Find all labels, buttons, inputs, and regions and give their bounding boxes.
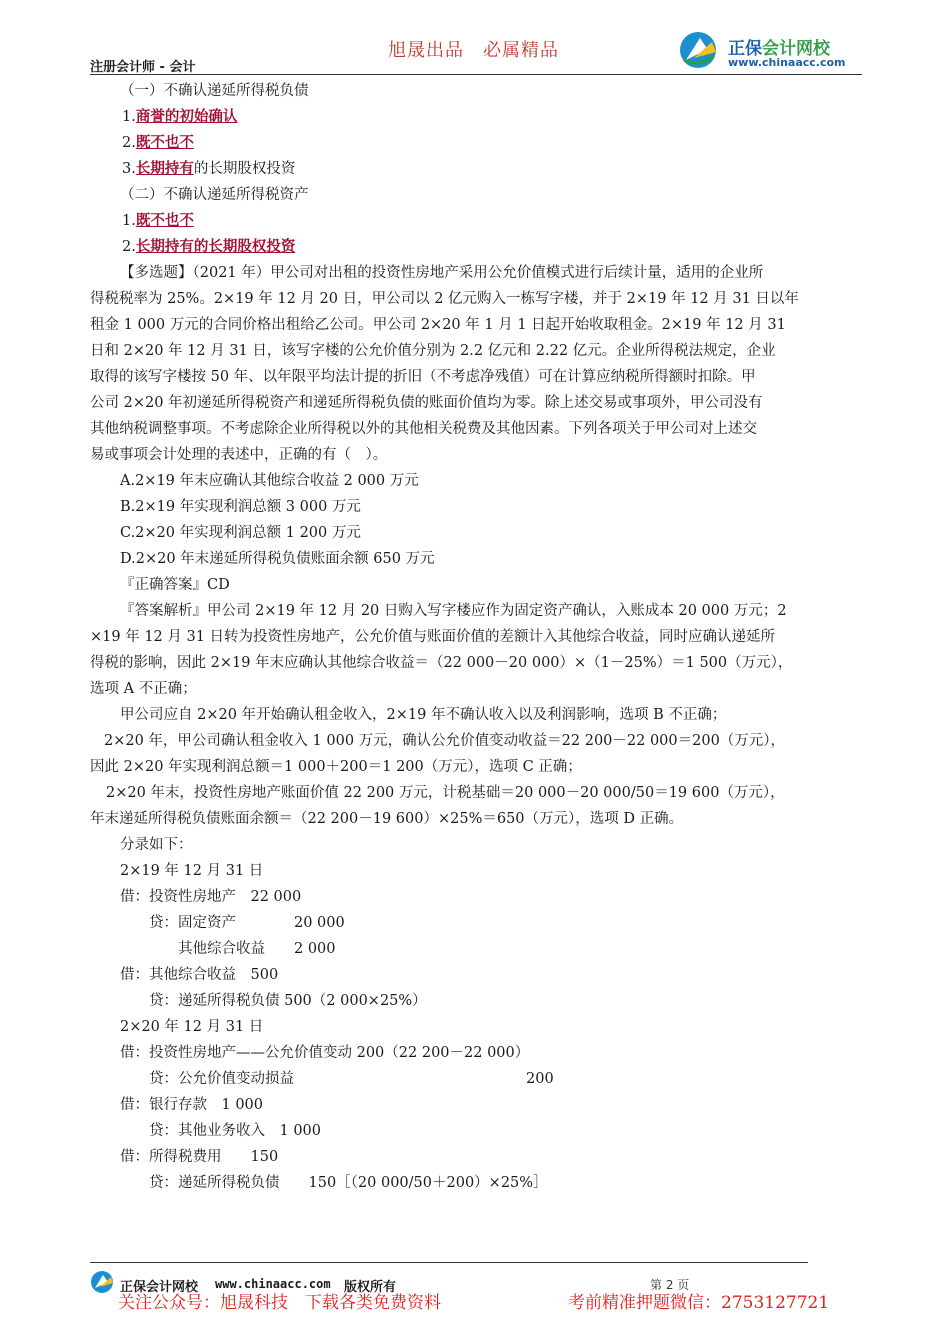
journal-entry: 贷：其他业务收入 1 000 — [120, 1123, 322, 1139]
header-divider — [90, 74, 862, 75]
text-line: 选项 A 不正确； — [90, 681, 197, 697]
text-line: 【多选题】（2021 年）甲公司对出租的投资性房地产采用公允价值模式进行后续计量，适用的企业所 — [120, 265, 764, 281]
analysis-paragraph: 2×20 年，甲公司确认租金收入 1 000 万元，确认公允价值变动收益＝22 200－22 000＝200（万元）， — [104, 733, 786, 749]
option-b: B.2×19 年实现利润总额 3 000 万元 — [120, 499, 361, 515]
journal-entry: 贷：递延所得税负债 150［（20 000/50＋200）×25%］ — [120, 1175, 548, 1191]
journal-entry: 借：投资性房地产 22 000 — [120, 889, 302, 905]
journal-entry: 借：其他综合收益 500 — [120, 967, 279, 983]
footer-logo-icon — [90, 1270, 116, 1294]
list-item: 2.长期持有的长期股权投资 — [122, 238, 296, 255]
journal-entry: 2×20 年 12 月 31 日 — [120, 1019, 264, 1035]
journal-entry: 贷：递延所得税负债 500（2 000×25%） — [120, 993, 427, 1009]
list-item: 1.既不也不 — [122, 212, 194, 229]
chinaacc-logo-icon — [678, 30, 722, 70]
text-line: 易或事项会计处理的表述中，正确的有（ ）。 — [90, 447, 388, 463]
text-line: 取得的该写字楼按 50 年、以年限平均法计提的折旧（不考虑净残值）可在计算应纳税所得额时扣除。甲 — [90, 369, 756, 385]
document-body — [90, 78, 865, 1196]
footer-divider — [90, 1262, 808, 1263]
text-line: 『答案解析』甲公司 2×19 年 12 月 20 日购入写字楼应作为固定资产确认，入账成本 20 000 万元；2 — [120, 603, 787, 619]
chinaacc-logo — [678, 28, 868, 74]
footer-url: www.chinaacc.com — [215, 1277, 331, 1291]
text-line: ×19 年 12 月 31 日转为投资性房地产，公允价值与账面价值的差额计入其他综合收益，同时应确认递延所 — [90, 629, 776, 645]
answer-analysis — [90, 598, 865, 702]
text-line: 得税的影响，因此 2×19 年末应确认其他综合收益＝（22 000－20 000）×（1－25%）＝1 500（万元）， — [90, 655, 793, 671]
journal-entry: 2×19 年 12 月 31 日 — [120, 863, 264, 879]
logo-url: www.chinaacc.com — [728, 56, 846, 69]
list-item: 3.长期持有的长期股权投资 — [122, 160, 296, 177]
text-line: 公司 2×20 年初递延所得税资产和递延所得税负债的账面价值均为零。除上述交易或事项外，甲公司没有 — [90, 395, 763, 411]
logo-name: 正保会计网校 — [728, 39, 830, 59]
footer-ad-right: 考前精准押题微信：2753127721 — [568, 1293, 830, 1313]
text-line: 其他纳税调整事项。不考虑除企业所得税以外的其他相关税费及其他因素。下列各项关于甲公司对上述交 — [90, 421, 757, 437]
page-number: 第 2 页 — [650, 1278, 690, 1292]
header-doc-category: 注册会计师 - 会计 — [90, 60, 196, 75]
journal-entry: 借：投资性房地产——公允价值变动 200（22 200－22 000） — [120, 1045, 530, 1061]
footer-ad-left: 关注公众号：旭晟科技 下载各类免费资料 — [118, 1293, 441, 1313]
journal-entry: 其他综合收益 2 000 — [120, 941, 336, 957]
entries-title: 分录如下： — [120, 837, 193, 853]
section-heading-2: （二）不确认递延所得税资产 — [120, 187, 309, 203]
text-line: 租金 1 000 万元的合同价格出租给乙公司。甲公司 2×20 年 1 月 1 日起开始收取租金。2×19 年 12 月 31 — [90, 317, 786, 333]
analysis-paragraph: 年末递延所得税负债账面余额＝（22 200－19 600）×25%＝650（万元），选项 D 正确。 — [90, 811, 684, 827]
option-c: C.2×20 年实现利润总额 1 200 万元 — [120, 525, 361, 541]
list-item: 1.商誉的初始确认 — [122, 108, 238, 125]
header-slogan: 旭晟出品 必属精品 — [388, 40, 559, 61]
text-line: 得税税率为 25%。2×19 年 12 月 20 日，甲公司以 2 亿元购入一栋写字楼，并于 2×19 年 12 月 31 日以年 — [90, 291, 799, 307]
option-a: A.2×19 年末应确认其他综合收益 2 000 万元 — [120, 473, 419, 489]
journal-entry: 借：银行存款 1 000 — [120, 1097, 264, 1113]
list-item: 2.既不也不 — [122, 134, 194, 151]
question-text — [90, 260, 865, 468]
journal-entry: 贷：固定资产 20 000 — [120, 915, 345, 931]
journal-entry: 借：所得税费用 150 — [120, 1149, 279, 1165]
option-d: D.2×20 年末递延所得税负债账面余额 650 万元 — [120, 551, 435, 567]
journal-entry: 贷：公允价值变动损益 200 — [120, 1071, 554, 1087]
text-line: 日和 2×20 年 12 月 31 日，该写字楼的公允价值分别为 2.2 亿元和 2.22 亿元。企业所得税法规定，企业 — [90, 343, 776, 359]
footer-brand: 正保会计网校 — [120, 1280, 199, 1295]
analysis-paragraph: 2×20 年末，投资性房地产账面价值 22 200 万元，计税基础＝20 000－20 000/50＝19 600（万元）， — [106, 785, 785, 801]
section-heading-1: （一）不确认递延所得税负债 — [120, 83, 309, 99]
analysis-paragraph: 因此 2×20 年实现利润总额＝1 000＋200＝1 200（万元），选项 C 正确； — [90, 759, 582, 775]
correct-answer: 『正确答案』CD — [120, 577, 230, 593]
analysis-paragraph: 甲公司应自 2×20 年开始确认租金收入，2×19 年不确认收入以及利润影响，选项 B 不正确； — [120, 707, 727, 723]
footer-copyright: 版权所有 — [344, 1280, 397, 1295]
